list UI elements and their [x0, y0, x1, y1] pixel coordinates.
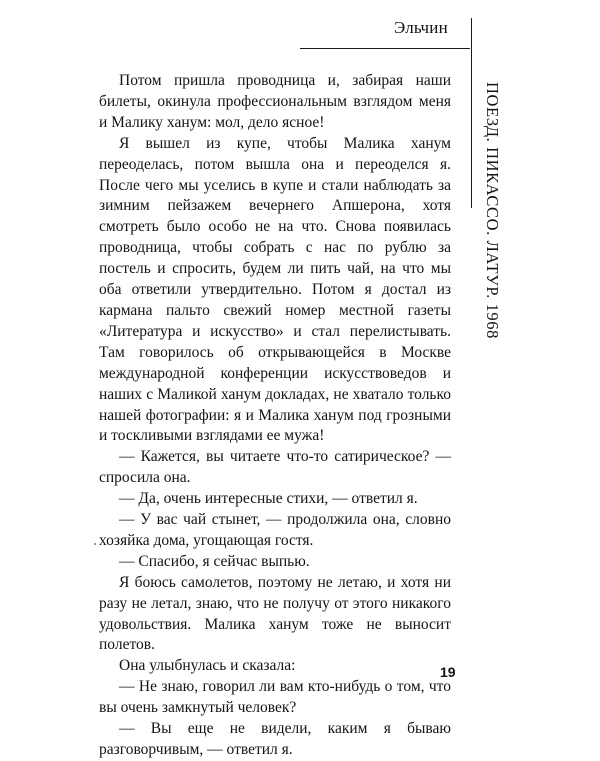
running-head-author: Эльчин: [394, 18, 448, 37]
print-speck: [94, 543, 96, 545]
paragraph: — Кажется, вы читаете что-то сатирическое? — спросила она.: [99, 448, 451, 487]
running-head-title: ПОЕЗД. ПИКАССО. ЛАТУР. 1968: [483, 82, 502, 339]
paragraph: — Спасибо, я сейчас выпью.: [119, 552, 310, 570]
paragraph: — У вас чай стынет, — продолжила она, словно хозяйка дома, угощающая гостя.: [99, 511, 451, 549]
paragraph: Я вышел из купе, чтобы Малика ханум переоделась, потом вышла она и переоделся я. После чего мы уселись в купе и стали наблюдать за зимним пейзажем вечернего Апшерона, хотя смотреть было особо не на что. Снова появилась проводница, чтобы собрать с нас по рублю за постель и спросить, будем ли пить чай, на что мы оба ответили утвердительно. Потом я достал из кармана пальто свежий номер местной газеты «Литература и искусство» и стал перелистывать. Там говорилось об открывающейся в Москве международной конференции искусствоведов и наших с Маликой ханум докладах, не хватало только нашей фотографии: я и Малика ханум под грозными и тоскливыми взглядами ее мужа!: [99, 134, 451, 445]
paragraph: Она улыбнулась и сказала:: [119, 657, 296, 675]
paragraph: Потом пришла проводница и, забирая наши билеты, окинула профессиональным взглядом меня и Малику ханум: мол, дело ясное!: [99, 72, 451, 131]
side-rule: [471, 18, 472, 208]
page-number: 19: [440, 664, 456, 680]
paragraph: Я боюсь самолетов, поэтому не летаю, и хотя ни разу не летал, знаю, что не получу от этого никакого удовольствия. Малика ханум тоже не выносит полетов.: [99, 573, 451, 654]
body-text: [99, 71, 451, 761]
header-rule: [300, 48, 470, 49]
paragraph: — Не знаю, говорил ли вам кто-нибудь о том, что вы очень замкнутый человек?: [99, 678, 451, 717]
paragraph: — Вы еще не видели, каким я бываю разговорчивым, — ответил я.: [99, 720, 451, 758]
paragraph: — Да, очень интересные стихи, — ответил я.: [119, 490, 418, 508]
